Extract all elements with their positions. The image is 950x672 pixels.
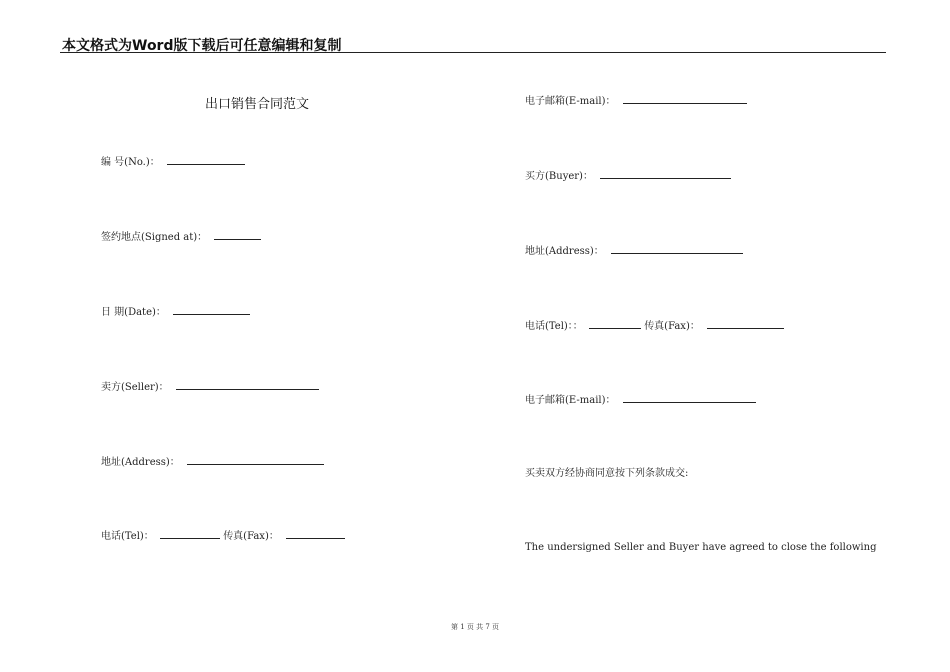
seller-tel-label: 电话(Tel)：: [101, 531, 154, 542]
buyer-email-label: 电子邮箱(E-mail)：: [525, 395, 616, 406]
seller-address-field: [101, 455, 324, 469]
seller-blank[interactable]: [176, 380, 319, 390]
seller-label: 卖方(Seller)：: [101, 382, 169, 393]
agreement-cn: 买卖双方经协商同意按下列条款成交:: [525, 468, 689, 479]
signed-at-blank[interactable]: [214, 230, 261, 240]
date-field: [101, 305, 250, 319]
buyer-address-blank[interactable]: [611, 244, 743, 254]
buyer-tel-label: 电话(Tel)：：: [525, 321, 583, 332]
buyer-blank[interactable]: [600, 169, 731, 179]
seller-address-blank[interactable]: [187, 455, 324, 465]
buyer-fax-label: 传真(Fax)：: [644, 321, 700, 332]
header-divider: [60, 52, 886, 53]
date-blank[interactable]: [173, 305, 250, 315]
buyer-email-field: [525, 393, 756, 407]
buyer-tel-blank[interactable]: [589, 319, 641, 329]
seller-email-field: [525, 94, 747, 108]
signed-at-label: 签约地点(Signed at)：: [101, 232, 208, 243]
signed-at-field: [101, 230, 261, 244]
seller-email-label: 电子邮箱(E-mail)：: [525, 96, 616, 107]
buyer-email-blank[interactable]: [623, 393, 756, 403]
seller-tel-blank[interactable]: [160, 529, 220, 539]
header-text: 本文格式为Word版下载后可任意编辑和复制: [62, 38, 342, 54]
seller-tel-fax-field: [101, 529, 345, 543]
buyer-fax-blank[interactable]: [707, 319, 784, 329]
buyer-tel-fax-field: [525, 319, 784, 333]
number-blank[interactable]: [167, 155, 245, 165]
seller-address-label: 地址(Address)：: [101, 457, 180, 468]
agreement-en: The undersigned Seller and Buyer have agreed to close the following: [525, 542, 877, 553]
seller-field: [101, 380, 319, 394]
buyer-label: 买方(Buyer)：: [525, 171, 593, 182]
document-title: 出口销售合同范文: [205, 97, 310, 112]
buyer-address-label: 地址(Address)：: [525, 246, 604, 257]
buyer-field: [525, 169, 731, 183]
number-label: 编 号(No.)：: [101, 157, 160, 168]
seller-fax-blank[interactable]: [286, 529, 345, 539]
date-label: 日 期(Date)：: [101, 307, 166, 318]
buyer-address-field: [525, 244, 743, 258]
seller-fax-label: 传真(Fax)：: [223, 531, 279, 542]
number-field: [101, 155, 245, 169]
page-number: 第 1 页 共 7 页: [450, 623, 500, 631]
seller-email-blank[interactable]: [623, 94, 747, 104]
